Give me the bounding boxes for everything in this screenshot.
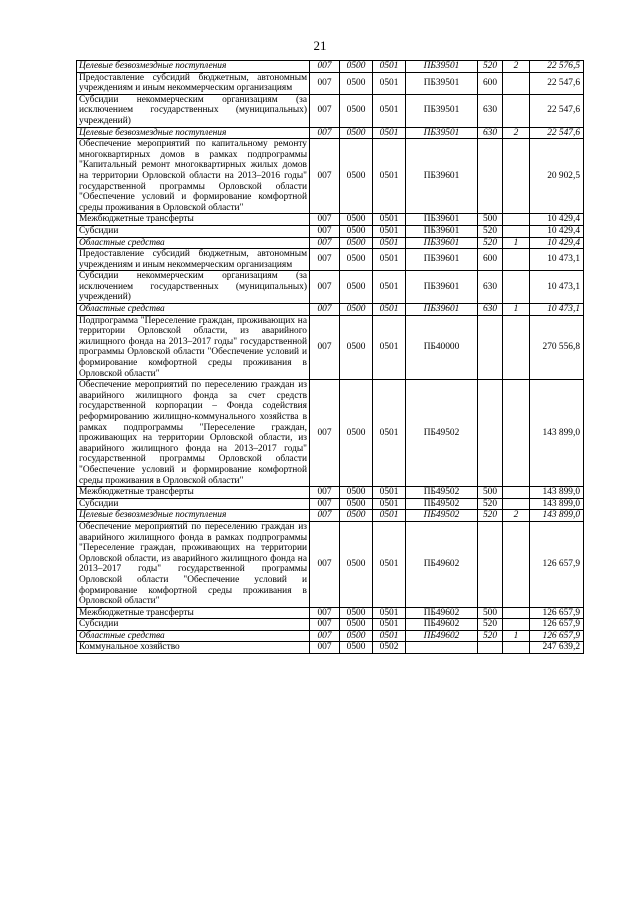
subsection-code: 0502 bbox=[373, 642, 406, 654]
funding-source-code bbox=[503, 607, 530, 619]
ministry-code: 007 bbox=[310, 630, 340, 642]
row-description: Предоставление субсидий бюджетным, автономным учреждениям и иным некоммерческим организациям bbox=[77, 72, 310, 94]
funding-source-code bbox=[503, 72, 530, 94]
section-code: 0500 bbox=[340, 139, 373, 214]
funding-source-code bbox=[503, 380, 530, 487]
target-article-code: ПБ39601 bbox=[406, 271, 478, 304]
expense-type-code: 600 bbox=[478, 72, 503, 94]
funding-source-code bbox=[503, 487, 530, 499]
ministry-code: 007 bbox=[310, 380, 340, 487]
target-article-code: ПБ39601 bbox=[406, 225, 478, 237]
section-code: 0500 bbox=[340, 521, 373, 607]
row-description: Целевые безвозмездные поступления bbox=[77, 61, 310, 73]
ministry-code: 007 bbox=[310, 315, 340, 380]
expense-type-code bbox=[478, 642, 503, 654]
amount: 22 576,5 bbox=[530, 61, 584, 73]
row-description: Субсидии bbox=[77, 619, 310, 631]
expense-type-code: 500 bbox=[478, 214, 503, 226]
amount: 270 556,8 bbox=[530, 315, 584, 380]
table-row bbox=[77, 139, 584, 214]
ministry-code: 007 bbox=[310, 642, 340, 654]
ministry-code: 007 bbox=[310, 214, 340, 226]
expense-type-code: 600 bbox=[478, 249, 503, 271]
subsection-code: 0501 bbox=[373, 214, 406, 226]
subsection-code: 0501 bbox=[373, 271, 406, 304]
expense-type-code: 520 bbox=[478, 498, 503, 510]
row-description: Областные средства bbox=[77, 237, 310, 249]
funding-source-code bbox=[503, 225, 530, 237]
funding-source-code bbox=[503, 642, 530, 654]
section-code: 0500 bbox=[340, 607, 373, 619]
funding-source-code: 2 bbox=[503, 510, 530, 522]
ministry-code: 007 bbox=[310, 249, 340, 271]
subsection-code: 0501 bbox=[373, 249, 406, 271]
table-row bbox=[77, 521, 584, 607]
section-code: 0500 bbox=[340, 487, 373, 499]
section-code: 0500 bbox=[340, 94, 373, 127]
row-description: Подпрограмма "Переселение граждан, проживающих на территории Орловской области, из аварийного жилищного фонда на 2013–2017 годы" государственной программы Орловской области "Обеспечение условий и формирование комфортной среды проживания в Орловской области" bbox=[77, 315, 310, 380]
target-article-code: ПБ39501 bbox=[406, 72, 478, 94]
row-description: Субсидии bbox=[77, 498, 310, 510]
row-description: Межбюджетные трансферты bbox=[77, 487, 310, 499]
funding-source-code bbox=[503, 249, 530, 271]
target-article-code: ПБ49502 bbox=[406, 498, 478, 510]
table-row bbox=[77, 72, 584, 94]
expense-type-code: 500 bbox=[478, 487, 503, 499]
section-code: 0500 bbox=[340, 630, 373, 642]
target-article-code: ПБ49602 bbox=[406, 630, 478, 642]
amount: 126 657,9 bbox=[530, 521, 584, 607]
row-description: Обеспечение мероприятий по переселению граждан из аварийного жилищного фонда в рамках подпрограммы "Переселение граждан, проживающих на территории Орловской области, из аварийного жилищного фонда на 2013–2017 годы" государственной программы Орловской области "Обеспечение условий и формирование комфортной среды проживания в Орловской области" bbox=[77, 521, 310, 607]
ministry-code: 007 bbox=[310, 127, 340, 139]
funding-source-code: 2 bbox=[503, 61, 530, 73]
target-article-code: ПБ39501 bbox=[406, 127, 478, 139]
table-row bbox=[77, 271, 584, 304]
subsection-code: 0501 bbox=[373, 510, 406, 522]
section-code: 0500 bbox=[340, 127, 373, 139]
expense-type-code: 520 bbox=[478, 619, 503, 631]
amount: 126 657,9 bbox=[530, 619, 584, 631]
expense-type-code: 630 bbox=[478, 94, 503, 127]
row-description: Целевые безвозмездные поступления bbox=[77, 127, 310, 139]
ministry-code: 007 bbox=[310, 237, 340, 249]
subsection-code: 0501 bbox=[373, 225, 406, 237]
ministry-code: 007 bbox=[310, 619, 340, 631]
expense-type-code: 520 bbox=[478, 225, 503, 237]
target-article-code: ПБ49602 bbox=[406, 619, 478, 631]
ministry-code: 007 bbox=[310, 61, 340, 73]
subsection-code: 0501 bbox=[373, 72, 406, 94]
row-description: Предоставление субсидий бюджетным, автономным учреждениям и иным некоммерческим организациям bbox=[77, 249, 310, 271]
ministry-code: 007 bbox=[310, 225, 340, 237]
page-number: 21 bbox=[313, 38, 327, 53]
row-description: Областные средства bbox=[77, 630, 310, 642]
row-description: Межбюджетные трансферты bbox=[77, 214, 310, 226]
amount: 143 899,0 bbox=[530, 498, 584, 510]
table-row bbox=[77, 214, 584, 226]
table-row bbox=[77, 225, 584, 237]
subsection-code: 0501 bbox=[373, 127, 406, 139]
target-article-code: ПБ49602 bbox=[406, 521, 478, 607]
expense-type-code bbox=[478, 315, 503, 380]
target-article-code: ПБ40000 bbox=[406, 315, 478, 380]
table-row bbox=[77, 642, 584, 654]
section-code: 0500 bbox=[340, 225, 373, 237]
section-code: 0500 bbox=[340, 271, 373, 304]
ministry-code: 007 bbox=[310, 271, 340, 304]
funding-source-code bbox=[503, 94, 530, 127]
amount: 22 547,6 bbox=[530, 72, 584, 94]
funding-source-code bbox=[503, 315, 530, 380]
target-article-code: ПБ39501 bbox=[406, 61, 478, 73]
subsection-code: 0501 bbox=[373, 619, 406, 631]
table-row bbox=[77, 510, 584, 522]
expense-type-code: 630 bbox=[478, 271, 503, 304]
subsection-code: 0501 bbox=[373, 139, 406, 214]
amount: 10 429,4 bbox=[530, 237, 584, 249]
funding-source-code: 2 bbox=[503, 127, 530, 139]
amount: 22 547,6 bbox=[530, 94, 584, 127]
row-description: Субсидии bbox=[77, 225, 310, 237]
table-row bbox=[77, 619, 584, 631]
section-code: 0500 bbox=[340, 304, 373, 316]
section-code: 0500 bbox=[340, 214, 373, 226]
ministry-code: 007 bbox=[310, 521, 340, 607]
funding-source-code bbox=[503, 521, 530, 607]
expense-type-code bbox=[478, 521, 503, 607]
ministry-code: 007 bbox=[310, 94, 340, 127]
funding-source-code bbox=[503, 271, 530, 304]
ministry-code: 007 bbox=[310, 510, 340, 522]
row-description: Обеспечение мероприятий по капитальному ремонту многоквартирных домов в рамках подпрограммы "Капитальный ремонт многоквартирных жилых домов на территории Орловской области на 2013–2016 годы" государственной программы Орловской области "Обеспечение условий и формирование комфортной среды проживания в Орловской области" bbox=[77, 139, 310, 214]
amount: 10 473,1 bbox=[530, 304, 584, 316]
amount: 143 899,0 bbox=[530, 487, 584, 499]
subsection-code: 0501 bbox=[373, 630, 406, 642]
expense-type-code: 520 bbox=[478, 61, 503, 73]
funding-source-code bbox=[503, 619, 530, 631]
table-row bbox=[77, 304, 584, 316]
target-article-code: ПБ39601 bbox=[406, 304, 478, 316]
funding-source-code: 1 bbox=[503, 237, 530, 249]
target-article-code: ПБ49502 bbox=[406, 380, 478, 487]
funding-source-code bbox=[503, 139, 530, 214]
section-code: 0500 bbox=[340, 380, 373, 487]
row-description: Целевые безвозмездные поступления bbox=[77, 510, 310, 522]
target-article-code: ПБ39601 bbox=[406, 249, 478, 271]
ministry-code: 007 bbox=[310, 607, 340, 619]
target-article-code: ПБ49602 bbox=[406, 607, 478, 619]
section-code: 0500 bbox=[340, 510, 373, 522]
table-row bbox=[77, 249, 584, 271]
table-body bbox=[77, 61, 584, 654]
row-description: Субсидии некоммерческим организациям (за исключением государственных (муниципальных) учреждений) bbox=[77, 271, 310, 304]
ministry-code: 007 bbox=[310, 139, 340, 214]
expense-type-code: 630 bbox=[478, 127, 503, 139]
section-code: 0500 bbox=[340, 61, 373, 73]
expense-type-code bbox=[478, 139, 503, 214]
ministry-code: 007 bbox=[310, 72, 340, 94]
budget-table bbox=[76, 60, 584, 654]
subsection-code: 0501 bbox=[373, 304, 406, 316]
row-description: Коммунальное хозяйство bbox=[77, 642, 310, 654]
target-article-code: ПБ39501 bbox=[406, 94, 478, 127]
subsection-code: 0501 bbox=[373, 521, 406, 607]
subsection-code: 0501 bbox=[373, 380, 406, 487]
table-row bbox=[77, 94, 584, 127]
amount: 10 473,1 bbox=[530, 271, 584, 304]
table-row bbox=[77, 380, 584, 487]
subsection-code: 0501 bbox=[373, 237, 406, 249]
amount: 10 429,4 bbox=[530, 214, 584, 226]
section-code: 0500 bbox=[340, 72, 373, 94]
amount: 10 473,1 bbox=[530, 249, 584, 271]
row-description: Обеспечение мероприятий по переселению граждан из аварийного жилищного фонда за счет средств государственной корпорации – Фонда содействия реформированию жилищно-коммунального хозяйства в рамках подпрограммы "Переселение граждан, проживающих на территории Орловской области, из аварийного жилищного фонда на 2013–2017 годы" государственной программы Орловской области "Обеспечение условий и формирование комфортной среды проживания в Орловской области" bbox=[77, 380, 310, 487]
subsection-code: 0501 bbox=[373, 315, 406, 380]
table-row bbox=[77, 487, 584, 499]
ministry-code: 007 bbox=[310, 304, 340, 316]
section-code: 0500 bbox=[340, 498, 373, 510]
table-row bbox=[77, 61, 584, 73]
table-row bbox=[77, 630, 584, 642]
table-row bbox=[77, 237, 584, 249]
table-row bbox=[77, 127, 584, 139]
expense-type-code: 630 bbox=[478, 304, 503, 316]
ministry-code: 007 bbox=[310, 498, 340, 510]
target-article-code: ПБ39601 bbox=[406, 139, 478, 214]
section-code: 0500 bbox=[340, 237, 373, 249]
amount: 143 899,0 bbox=[530, 380, 584, 487]
target-article-code: ПБ49502 bbox=[406, 487, 478, 499]
expense-type-code: 520 bbox=[478, 510, 503, 522]
section-code: 0500 bbox=[340, 642, 373, 654]
subsection-code: 0501 bbox=[373, 487, 406, 499]
expense-type-code: 520 bbox=[478, 237, 503, 249]
section-code: 0500 bbox=[340, 315, 373, 380]
subsection-code: 0501 bbox=[373, 498, 406, 510]
amount: 20 902,5 bbox=[530, 139, 584, 214]
section-code: 0500 bbox=[340, 619, 373, 631]
funding-source-code: 1 bbox=[503, 304, 530, 316]
table-row bbox=[77, 607, 584, 619]
subsection-code: 0501 bbox=[373, 61, 406, 73]
expense-type-code: 500 bbox=[478, 607, 503, 619]
amount: 126 657,9 bbox=[530, 630, 584, 642]
funding-source-code: 1 bbox=[503, 630, 530, 642]
row-description: Субсидии некоммерческим организациям (за исключением государственных (муниципальных) учреждений) bbox=[77, 94, 310, 127]
funding-source-code bbox=[503, 214, 530, 226]
target-article-code: ПБ49502 bbox=[406, 510, 478, 522]
section-code: 0500 bbox=[340, 249, 373, 271]
target-article-code bbox=[406, 642, 478, 654]
ministry-code: 007 bbox=[310, 487, 340, 499]
amount: 143 899,0 bbox=[530, 510, 584, 522]
target-article-code: ПБ39601 bbox=[406, 214, 478, 226]
subsection-code: 0501 bbox=[373, 607, 406, 619]
amount: 10 429,4 bbox=[530, 225, 584, 237]
amount: 126 657,9 bbox=[530, 607, 584, 619]
amount: 247 639,2 bbox=[530, 642, 584, 654]
expense-type-code bbox=[478, 380, 503, 487]
row-description: Межбюджетные трансферты bbox=[77, 607, 310, 619]
subsection-code: 0501 bbox=[373, 94, 406, 127]
expense-type-code: 520 bbox=[478, 630, 503, 642]
table-row bbox=[77, 315, 584, 380]
target-article-code: ПБ39601 bbox=[406, 237, 478, 249]
amount: 22 547,6 bbox=[530, 127, 584, 139]
row-description: Областные средства bbox=[77, 304, 310, 316]
funding-source-code bbox=[503, 498, 530, 510]
table-row bbox=[77, 498, 584, 510]
